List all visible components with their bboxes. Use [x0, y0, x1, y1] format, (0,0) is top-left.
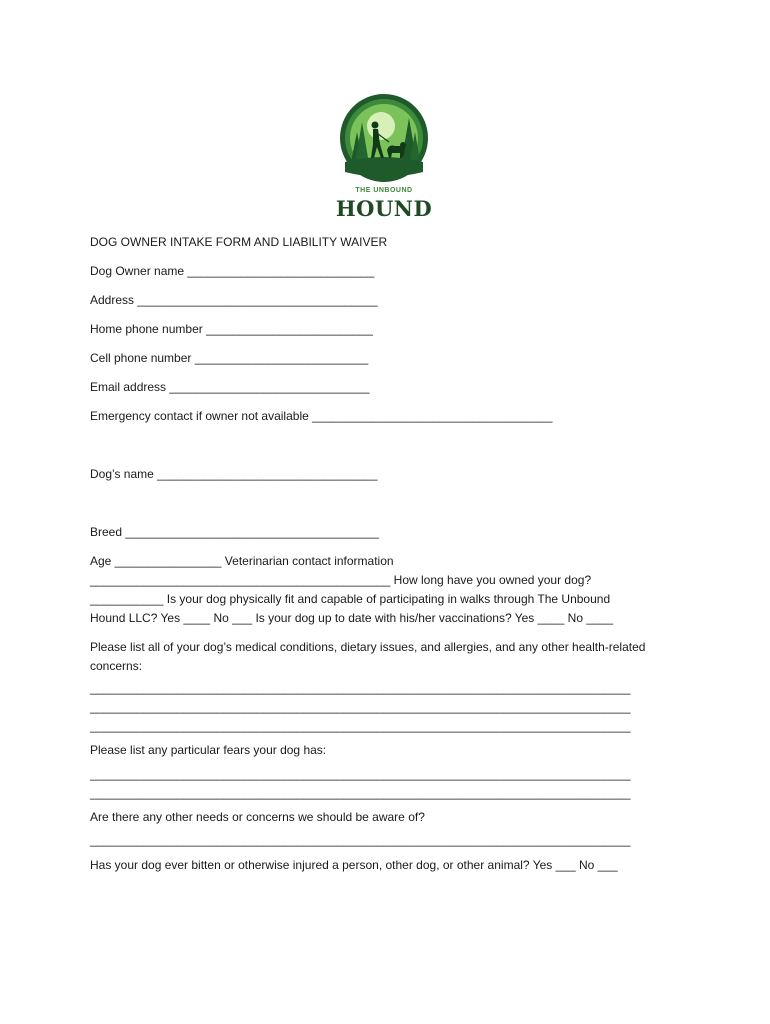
- unbound-hound-logo: [329, 92, 439, 222]
- medical-question-cont: concerns:: [90, 659, 143, 673]
- fears-question: Please list any particular fears your dog has:: [90, 743, 327, 757]
- home-phone-field[interactable]: Home phone number _________________________: [90, 322, 373, 336]
- medical-blank-line[interactable]: _________________________________________________________________________________: [90, 681, 631, 695]
- fears-blank-line[interactable]: _________________________________________________________________________________: [90, 767, 631, 781]
- needs-blank-line[interactable]: _________________________________________________________________________________: [90, 833, 631, 847]
- form-title: DOG OWNER INTAKE FORM AND LIABILITY WAIVER: [90, 235, 388, 249]
- medical-blank-line[interactable]: _________________________________________________________________________________: [90, 700, 631, 714]
- owner-name-field[interactable]: Dog Owner name ____________________________: [90, 264, 375, 278]
- vet-owned-field[interactable]: _____________________________________________ How long have you owned your dog?: [90, 573, 592, 587]
- vaccination-field[interactable]: Hound LLC? Yes ____ No ___ Is your dog up to date with his/her vaccinations? Yes ____ No ____: [90, 611, 614, 625]
- logo-top-text: THE UNBOUND: [355, 187, 413, 194]
- needs-question: Are there any other needs or concerns we should be aware of?: [90, 810, 425, 824]
- address-field[interactable]: Address ____________________________________: [90, 293, 378, 307]
- fears-blank-line[interactable]: _________________________________________________________________________________: [90, 786, 631, 800]
- medical-blank-line[interactable]: _________________________________________________________________________________: [90, 719, 631, 733]
- cell-phone-field[interactable]: Cell phone number __________________________: [90, 351, 369, 365]
- breed-field[interactable]: Breed ______________________________________: [90, 525, 379, 539]
- dog-name-field[interactable]: Dog’s name _________________________________: [90, 467, 378, 481]
- bitten-question[interactable]: Has your dog ever bitten or otherwise injured a person, other dog, or other animal? Yes ___ No ___: [90, 858, 618, 872]
- medical-question: Please list all of your dog’s medical conditions, dietary issues, and allergies, and any other health-related: [90, 640, 646, 654]
- emergency-contact-field[interactable]: Emergency contact if owner not available ____________________________________: [90, 409, 553, 423]
- email-field[interactable]: Email address ______________________________: [90, 380, 370, 394]
- logo-main-text: HOUND: [335, 196, 433, 221]
- age-vet-field[interactable]: Age ________________ Veterinarian contact information: [90, 554, 394, 568]
- fitness-field[interactable]: ___________ Is your dog physically fit and capable of participating in walks through The Unbound: [90, 592, 611, 606]
